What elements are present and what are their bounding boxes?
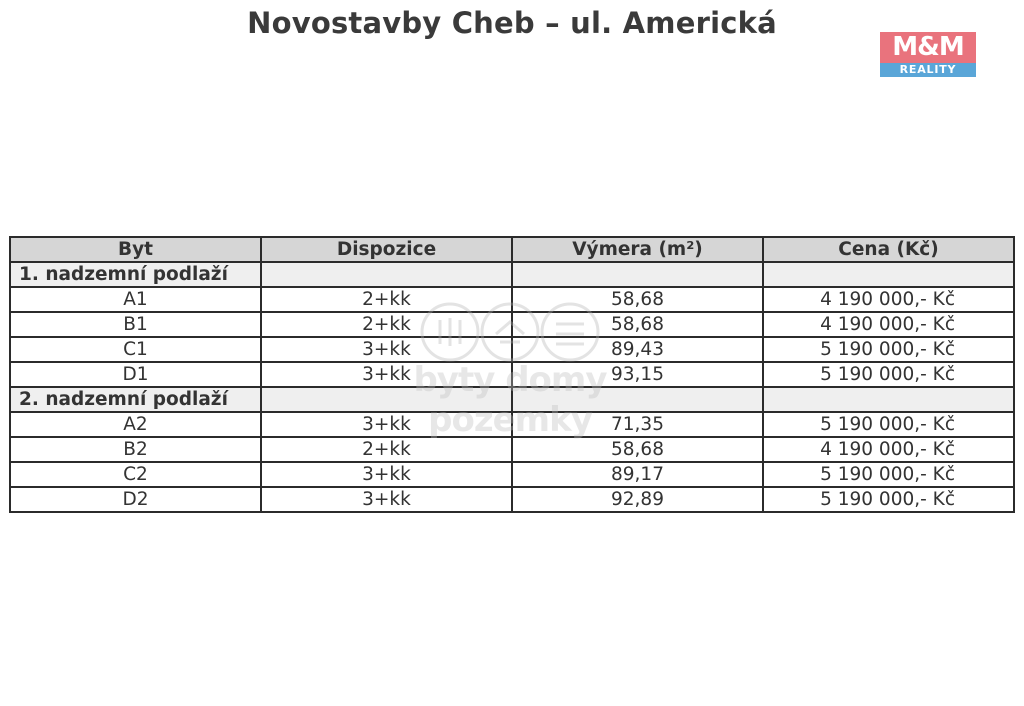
logo-bottom-text: REALITY	[880, 63, 976, 77]
cell-dispozice: 3+kk	[261, 412, 512, 437]
cell-dispozice: 3+kk	[261, 362, 512, 387]
table-row	[10, 337, 1014, 362]
cell-dispozice: 2+kk	[261, 437, 512, 462]
section-label: 1. nadzemní podlaží	[10, 262, 261, 287]
cell-vymera: 58,68	[512, 312, 763, 337]
cell-cena: 5 190 000,- Kč	[763, 337, 1014, 362]
section-empty-cell	[261, 262, 512, 287]
section-row	[10, 262, 1014, 287]
cell-cena: 4 190 000,- Kč	[763, 312, 1014, 337]
cell-dispozice: 2+kk	[261, 312, 512, 337]
table-row	[10, 462, 1014, 487]
section-empty-cell	[512, 387, 763, 412]
cell-byt: B2	[10, 437, 261, 462]
cell-cena: 5 190 000,- Kč	[763, 462, 1014, 487]
logo-top-text: M&M	[880, 32, 976, 63]
cell-dispozice: 3+kk	[261, 337, 512, 362]
header-dispozice: Dispozice	[261, 237, 512, 262]
cell-vymera: 71,35	[512, 412, 763, 437]
table-row	[10, 287, 1014, 312]
cell-byt: D1	[10, 362, 261, 387]
cell-cena: 5 190 000,- Kč	[763, 487, 1014, 512]
table-row	[10, 487, 1014, 512]
table-header-row	[10, 237, 1014, 262]
cell-dispozice: 3+kk	[261, 487, 512, 512]
section-label: 2. nadzemní podlaží	[10, 387, 261, 412]
cell-byt: D2	[10, 487, 261, 512]
cell-cena: 4 190 000,- Kč	[763, 437, 1014, 462]
table-row	[10, 362, 1014, 387]
section-row	[10, 387, 1014, 412]
cell-vymera: 58,68	[512, 287, 763, 312]
cell-dispozice: 3+kk	[261, 462, 512, 487]
cell-cena: 4 190 000,- Kč	[763, 287, 1014, 312]
section-empty-cell	[512, 262, 763, 287]
cell-cena: 5 190 000,- Kč	[763, 412, 1014, 437]
table-row	[10, 312, 1014, 337]
section-empty-cell	[261, 387, 512, 412]
cell-byt: A2	[10, 412, 261, 437]
cell-vymera: 89,43	[512, 337, 763, 362]
units-table	[9, 236, 1015, 513]
section-empty-cell	[763, 387, 1014, 412]
watermark-text: byty domy pozemky	[413, 360, 607, 440]
cell-vymera: 92,89	[512, 487, 763, 512]
cell-cena: 5 190 000,- Kč	[763, 362, 1014, 387]
cell-dispozice: 2+kk	[261, 287, 512, 312]
table-row	[10, 412, 1014, 437]
section-empty-cell	[763, 262, 1014, 287]
cell-byt: B1	[10, 312, 261, 337]
page-title: Novostavby Cheb – ul. Americká	[247, 6, 777, 40]
header-byt: Byt	[10, 237, 261, 262]
cell-byt: A1	[10, 287, 261, 312]
mm-reality-logo	[880, 32, 976, 77]
cell-byt: C2	[10, 462, 261, 487]
cell-vymera: 93,15	[512, 362, 763, 387]
cell-byt: C1	[10, 337, 261, 362]
header-vymera: Výmera (m²)	[512, 237, 763, 262]
cell-vymera: 89,17	[512, 462, 763, 487]
cell-vymera: 58,68	[512, 437, 763, 462]
table-row	[10, 437, 1014, 462]
header-cena: Cena (Kč)	[763, 237, 1014, 262]
